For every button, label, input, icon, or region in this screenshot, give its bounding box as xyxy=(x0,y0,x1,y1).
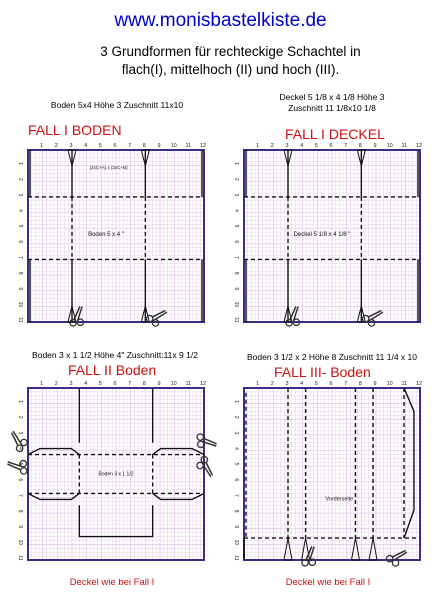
ruler-top-label: 12 xyxy=(199,143,207,149)
ruler-left-label: 1 xyxy=(233,400,239,404)
ruler-left-label: 5 xyxy=(233,462,239,466)
ruler-left-label: 4 xyxy=(233,209,239,212)
heading-line-2: flach(I), mittelhoch (II) und hoch (III). xyxy=(121,62,340,77)
ruler-left-label: 10 xyxy=(17,301,23,308)
ruler-left-label: 4 xyxy=(17,209,23,212)
ruler-left-label: 1 xyxy=(17,400,23,404)
ruler-top-label: 2 xyxy=(54,143,58,149)
ruler-left-label: 6 xyxy=(17,240,23,244)
site-url[interactable]: www.monisbastelkiste.de xyxy=(114,10,327,31)
ruler-top-label: 3 xyxy=(285,381,289,387)
ruler-left-label: 7 xyxy=(233,256,239,259)
panel-2-caption-line-1: Deckel 5 1/8 x 4 1/8 Höhe 3 xyxy=(279,92,385,102)
ruler-top-label: 12 xyxy=(199,381,207,387)
ruler-left-label: 8 xyxy=(17,509,23,513)
ruler-left-label: 2 xyxy=(17,415,23,419)
panel-2-fall-label: FALL I DECKEL xyxy=(285,126,385,142)
ruler-left-label: 11 xyxy=(17,555,23,561)
ruler-top-label: 1 xyxy=(40,381,44,387)
ruler-top-label: 1 xyxy=(40,143,44,149)
ruler-left-label: 6 xyxy=(17,478,23,482)
panel-3-caption-line: Boden 3 x 1 1/2 Höhe 4" Zuschnitt:11x 9 1/2 xyxy=(32,350,198,360)
ruler-top-label: 3 xyxy=(69,381,73,387)
ruler-left-label: 2 xyxy=(17,177,23,181)
ruler-left-label: 5 xyxy=(17,224,23,228)
ruler-left-label: 3 xyxy=(233,431,239,435)
panel-1-center-label: Boden 5 x 4 " xyxy=(88,232,124,238)
ruler-left-label: 9 xyxy=(17,287,23,291)
ruler-left-label: 1 xyxy=(233,162,239,166)
ruler-top-label: 10 xyxy=(386,143,393,149)
ruler-top-label: 7 xyxy=(344,143,348,149)
panel-4-fall-label: FALL III- Boden xyxy=(274,364,371,380)
page-heading xyxy=(20,43,441,79)
ruler-top-label: 6 xyxy=(329,381,333,387)
ruler-left-label: 8 xyxy=(233,509,239,513)
ruler-left-label: 7 xyxy=(17,256,23,259)
ruler-top-label: 2 xyxy=(270,381,274,387)
ruler-top-label: 10 xyxy=(170,381,177,387)
ruler-left-label: 11 xyxy=(17,317,23,323)
ruler-left-label: 8 xyxy=(17,271,23,275)
ruler-top-label: 12 xyxy=(415,381,423,387)
ruler-left-label: 10 xyxy=(17,539,23,546)
ruler-left-label: 11 xyxy=(233,555,239,561)
notch xyxy=(351,538,359,560)
scissors-handle xyxy=(196,433,204,441)
ruler-left-label: 9 xyxy=(233,525,239,529)
ruler-top-label: 6 xyxy=(113,143,117,149)
ruler-top-label: 8 xyxy=(358,143,362,149)
ruler-top-label: 7 xyxy=(128,143,132,149)
ruler-left-label: 9 xyxy=(233,287,239,291)
panel-3-center-label: Boden 3 x 1 1/2 xyxy=(98,471,134,478)
panel-3-footer: Deckel wie bei Fall I xyxy=(69,577,155,588)
ruler-top-label: 1 xyxy=(256,143,260,149)
ruler-top-label: 1 xyxy=(256,381,260,387)
ruler-top-label: 11 xyxy=(185,143,192,149)
ruler-top-label: 9 xyxy=(373,143,377,149)
panel-2-caption xyxy=(232,92,432,114)
scissors-handle xyxy=(285,319,293,327)
ruler-top-label: 12 xyxy=(415,143,423,149)
ruler-left-label: 2 xyxy=(233,415,239,419)
ruler-left-label: 4 xyxy=(17,447,23,450)
ruler-top-label: 5 xyxy=(314,143,318,149)
ruler-top-label: 4 xyxy=(84,143,88,149)
ruler-left-label: 5 xyxy=(17,462,23,466)
panel-2-template xyxy=(228,140,428,336)
ruler-top-label: 6 xyxy=(113,381,117,387)
ruler-left-label: 11 xyxy=(233,317,239,323)
panel-2-center-label: Deckel 5 1/8 x 4 1/8 " xyxy=(293,232,351,238)
ruler-left-label: 8 xyxy=(233,271,239,275)
ruler-top-label: 7 xyxy=(128,381,132,387)
panel-2-caption-line-2: Zuschnitt 11 1/8x10 1/8 xyxy=(288,103,376,113)
ruler-left-label: 4 xyxy=(233,447,239,450)
ruler-left-label: 9 xyxy=(17,525,23,529)
ruler-top-label: 9 xyxy=(157,143,161,149)
ruler-top-label: 5 xyxy=(98,143,102,149)
ruler-top-label: 3 xyxy=(69,143,73,149)
ruler-top-label: 11 xyxy=(401,381,408,387)
ruler-left-label: 7 xyxy=(17,494,23,497)
ruler-top-label: 8 xyxy=(142,143,146,149)
ruler-top-label: 6 xyxy=(329,143,333,149)
panel-1-caption xyxy=(22,100,212,111)
panel-1-caption-line: Boden 5x4 Höhe 3 Zuschnitt 11x10 xyxy=(50,100,184,110)
ruler-top-label: 9 xyxy=(157,381,161,387)
ruler-top-label: 4 xyxy=(84,381,88,387)
ruler-top-label: 2 xyxy=(54,381,58,387)
ruler-top-label: 7 xyxy=(344,381,348,387)
panel-4-caption-line: Boden 3 1/2 x 2 Höhe 8 Zuschnitt 11 1/4 x 10 xyxy=(247,352,417,362)
panel-4-caption xyxy=(226,352,438,363)
ruler-top-label: 11 xyxy=(401,143,408,149)
heading-line-1: 3 Grundformen für rechteckige Schachtel in xyxy=(100,44,361,59)
ruler-left-label: 3 xyxy=(233,193,239,197)
ruler-left-label: 10 xyxy=(233,539,239,546)
ruler-left-label: 7 xyxy=(233,494,239,497)
ruler-top-label: 3 xyxy=(285,143,289,149)
panel-3-template xyxy=(12,378,212,574)
panel-1-template xyxy=(12,140,212,336)
ruler-left-label: 5 xyxy=(233,224,239,228)
ruler-left-label: 1 xyxy=(17,162,23,166)
ruler-top-label: 2 xyxy=(270,143,274,149)
panel-4-footer: Deckel wie bei Fall I xyxy=(285,577,371,588)
ruler-top-label: 5 xyxy=(98,381,102,387)
ruler-top-label: 10 xyxy=(386,381,393,387)
ruler-left-label: 2 xyxy=(233,177,239,181)
panel-4-center-label: Vorderseite xyxy=(325,496,354,503)
panel-3-fall-label: FALL II Boden xyxy=(68,362,157,378)
scissors-handle xyxy=(301,559,309,567)
ruler-top-label: 8 xyxy=(142,381,146,387)
ruler-left-label: 6 xyxy=(233,240,239,244)
ruler-left-label: 6 xyxy=(233,478,239,482)
scissors-handle xyxy=(69,319,77,327)
ruler-top-label: 9 xyxy=(373,381,377,387)
scissors-handle xyxy=(20,467,28,475)
ruler-top-label: 5 xyxy=(314,381,318,387)
ruler-left-label: 3 xyxy=(17,193,23,197)
panel-3-caption xyxy=(10,350,220,361)
panel-1-fall-label: FALL I BODEN xyxy=(28,122,122,138)
ruler-top-label: 10 xyxy=(170,143,177,149)
ruler-top-label: 4 xyxy=(300,143,304,149)
panel-1-formula-label: (2xC+A) x (2xC+B) xyxy=(89,164,128,170)
ruler-left-label: 3 xyxy=(17,431,23,435)
ruler-top-label: 11 xyxy=(185,381,192,387)
ruler-top-label: 8 xyxy=(358,381,362,387)
ruler-top-label: 4 xyxy=(300,381,304,387)
ruler-left-label: 10 xyxy=(233,301,239,308)
